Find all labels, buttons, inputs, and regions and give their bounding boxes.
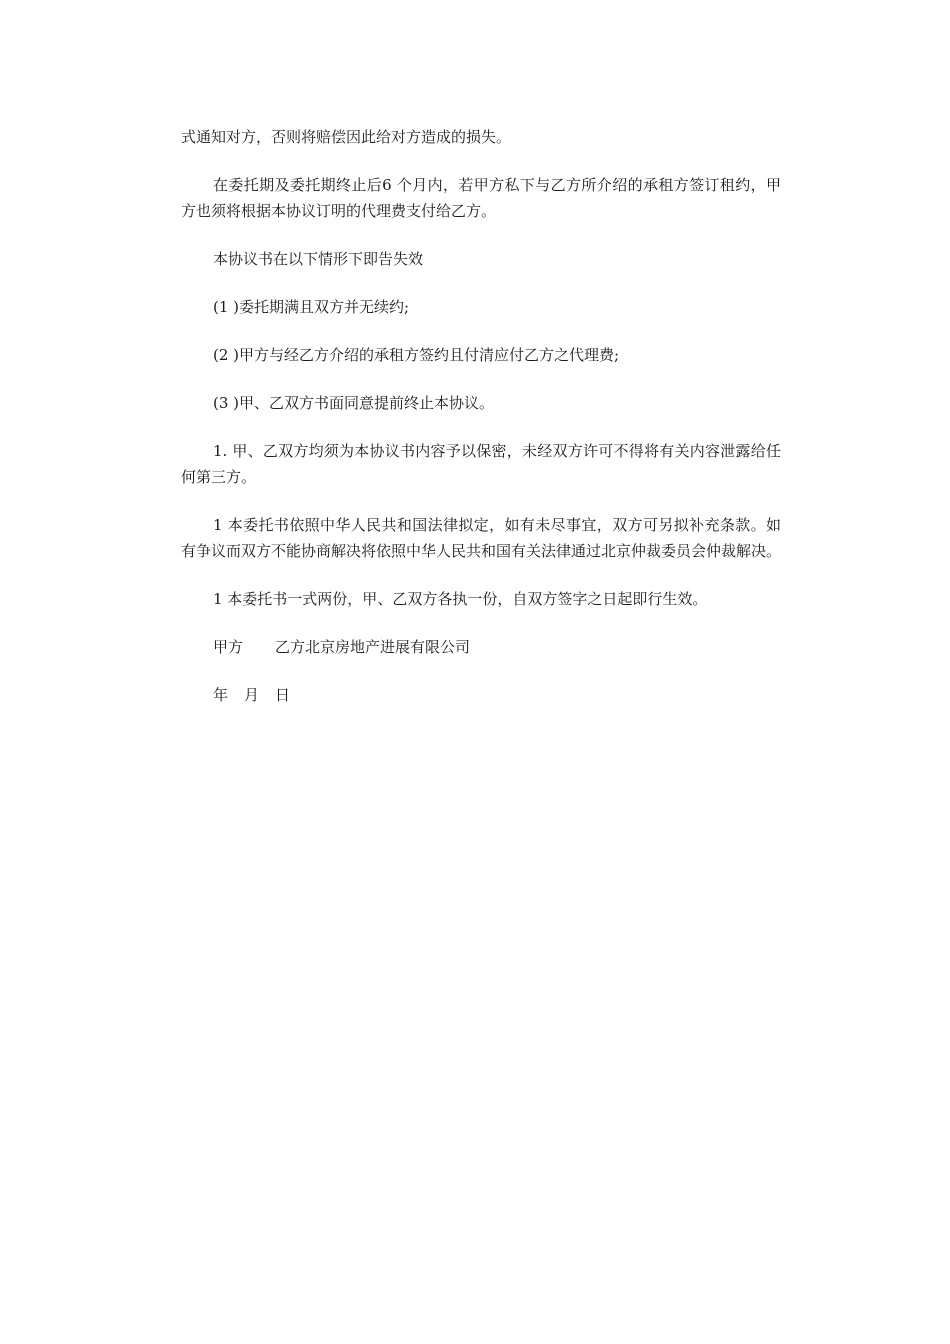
list-item-termination-2: (2 )甲方与经乙方介绍的承租方签约且付清应付乙方之代理费;: [213, 346, 620, 364]
paragraph-entrustment-period: 在委托期及委托期终止后6 个月内，若甲方私下与乙方所介绍的承租方签订租约，甲方也须将根据本协议订明的代理费支付给乙方。: [181, 176, 781, 220]
date-month-label: 月: [244, 686, 260, 704]
date-day-label: 日: [275, 686, 291, 704]
list-item-termination-3: (3 )甲、乙双方书面同意提前终止本协议。: [213, 394, 495, 412]
signature-line: [181, 634, 781, 660]
paragraph-continuation: 式通知对方，否则将赔偿因此给对方造成的损失。: [181, 128, 512, 146]
paragraph-termination-intro: 本协议书在以下情形下即告失效: [213, 250, 424, 268]
document-body: [181, 124, 781, 730]
party-a-label: 甲方: [213, 638, 244, 656]
paragraph-confidentiality: 1. 甲、乙双方均须为本协议书内容予以保密，未经双方许可不得将有关内容泄露给任何第三方。: [181, 442, 781, 486]
date-line: [181, 682, 781, 708]
party-b-label: 乙方北京房地产进展有限公司: [275, 638, 471, 656]
date-year-label: 年: [213, 686, 229, 704]
paragraph-copies-effective: 1 本委托书一式两份，甲、乙双方各执一份，自双方签字之日起即行生效。: [213, 590, 708, 608]
list-item-termination-1: (1 )委托期满且双方并无续约;: [213, 298, 410, 316]
paragraph-governing-law: 1 本委托书依照中华人民共和国法律拟定，如有未尽事宜，双方可另拟补充条款。如有争议而双方不能协商解决将依照中华人民共和国有关法律通过北京仲裁委员会仲裁解决。: [181, 516, 782, 560]
